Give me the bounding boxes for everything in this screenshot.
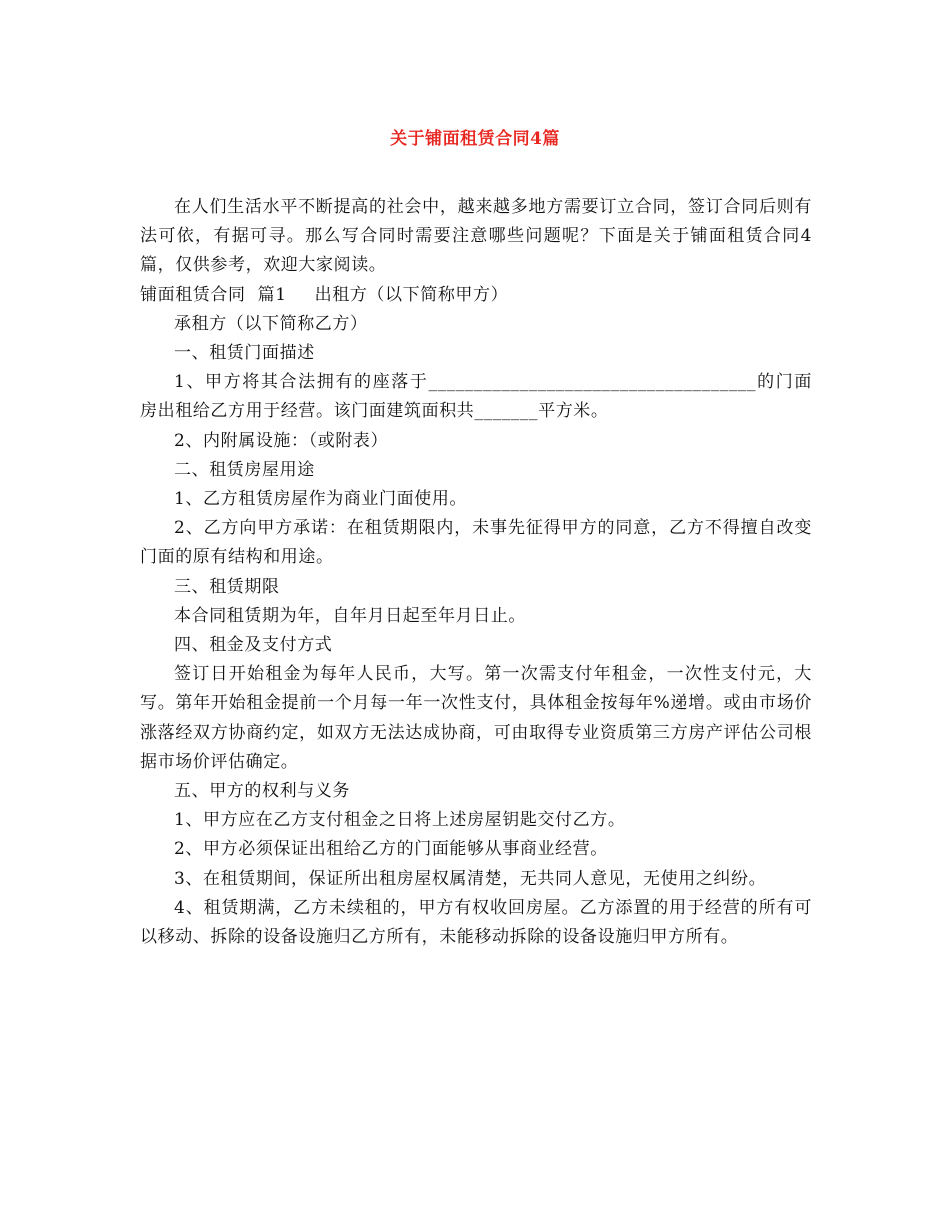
paragraph: 五、甲方的权利与义务 [174,781,350,802]
paragraph: 2、甲方必须保证出租给乙方的门面能够从事商业经营。 [174,839,608,860]
paragraph: 二、租赁房屋用途 [174,459,315,480]
paragraph: 4、租赁期满，乙方未续租的，甲方有权收回房屋。乙方添置的用于经营的所有可以移动、拆除的设备设施归乙方所有，未能移动拆除的设备设施归甲方所有。 [140,897,812,948]
paragraph: 2、内附属设施：（或附表） [174,430,389,451]
paragraph: 1、甲方将其合法拥有的座落于____________________________________的门面房出租给乙方用于经营。该门面建筑面积共_______平方米。 [140,372,812,422]
paragraph: 1、甲方应在乙方支付租金之日将上述房屋钥匙交付乙方。 [174,810,626,831]
paragraph: 签订日开始租金为每年人民币，大写。第一次需支付年租金，一次性支付元，大写。第年开始租金提前一个月每一年一次性支付，具体租金按每年%递增。或由市场价涨落经双方协商约定，如双方无法达成协商，可由取得专业资质第三方房产评估公司根据市场价评估确定。 [140,664,812,772]
lessor-line: 出租方（以下简称甲方） [314,284,509,305]
document-title: 关于铺面租赁合同4篇 [390,129,560,149]
intro-paragraph: 在人们生活水平不断提高的社会中，越来越多地方需要订立合同，签订合同后则有法可依，有据可寻。那么写合同时需要注意哪些问题呢？下面是关于铺面租赁合同4篇，仅供参考，欢迎大家阅读。 [140,197,812,276]
paragraph: 本合同租赁期为年，自年月日起至年月日止。 [174,605,526,626]
paragraph: 一、租赁门面描述 [174,343,315,364]
section-heading-line [140,281,812,310]
paragraph: 四、租金及支付方式 [174,635,333,656]
paragraph: 承租方（以下简称乙方） [174,313,368,334]
paragraph: 1、乙方租赁房屋作为商业门面使用。 [174,489,468,510]
paragraph: 2、乙方向甲方承诺：在租赁期限内，未事先征得甲方的同意，乙方不得擅自改变门面的原有结构和用途。 [140,518,812,568]
section-heading: 铺面租赁合同 篇1 [140,284,287,305]
document-body [140,193,812,952]
paragraph: 3、在租赁期间，保证所出租房屋权属清楚，无共同人意见，无使用之纠纷。 [174,868,767,889]
paragraph: 三、租赁期限 [174,576,280,597]
